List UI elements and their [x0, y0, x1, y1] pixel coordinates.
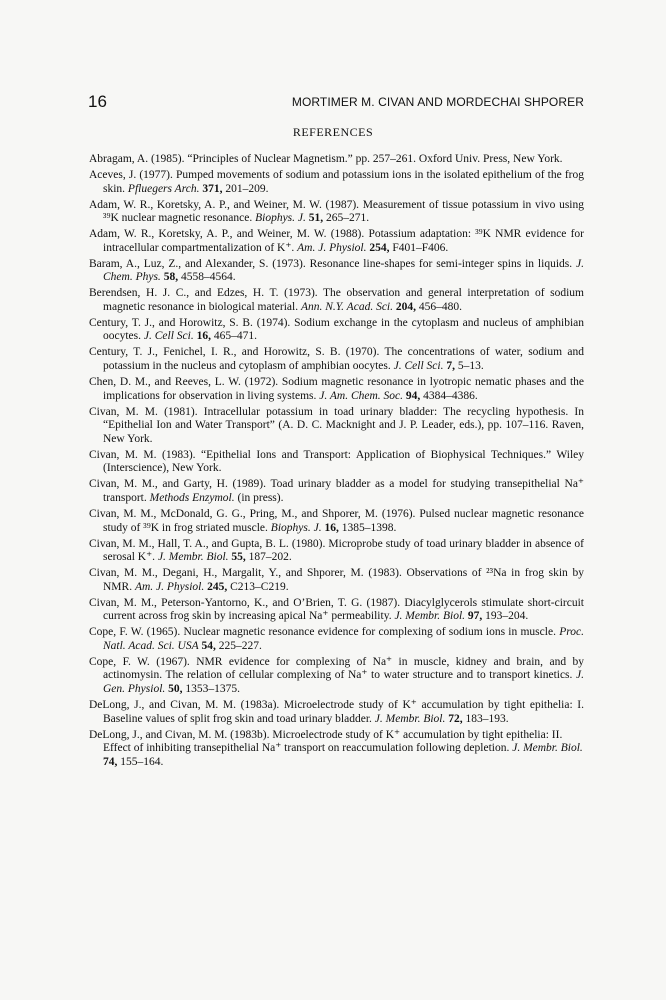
reference-pages: (in press). — [237, 491, 284, 504]
reference-entry — [89, 478, 584, 505]
reference-volume: 72, — [448, 712, 463, 725]
reference-text: Civan, M. M., Peterson-Yantorno, K., and O’Brien, T. G. (1987). Diacylglycerols stimulate short-circuit current across frog skin by increasing apical Na⁺ permeability. — [89, 596, 584, 623]
reference-entry — [89, 597, 584, 624]
reference-journal: J. Am. Chem. Soc. — [319, 389, 404, 402]
reference-text: Civan, M. M., McDonald, G. G., Pring, M., and Shporer, M. (1976). Pulsed nuclear magnetic resonance study of ³⁹K in frog striated muscle. — [89, 507, 584, 534]
reference-text: Civan, M. M. (1983). “Epithelial Ions and Transport: Application of Biophysical Techniques.” Wiley (Interscience), New York. — [89, 448, 584, 475]
reference-text: Cope, F. W. (1967). NMR evidence for complexing of Na⁺ in muscle, kidney and brain, and by actinomysin. The relation of cellular complexing of Na⁺ to water structure and to transport kinetics. — [89, 655, 584, 682]
page-number: 16 — [88, 92, 107, 111]
reference-volume: 58, — [163, 271, 179, 284]
reference-volume: 50, — [168, 683, 183, 696]
reference-volume: 254, — [369, 241, 390, 254]
section-title: REFERENCES — [292, 125, 374, 139]
reference-volume: 204, — [395, 300, 416, 313]
running-head: MORTIMER M. CIVAN AND MORDECHAI SHPORER — [291, 95, 584, 109]
reference-journal: Proc. Natl. Acad. Sci. USA — [103, 626, 585, 652]
reference-pages: 1353–1375. — [185, 683, 241, 696]
reference-entry — [89, 346, 584, 373]
reference-pages: 265–271. — [326, 212, 370, 225]
reference-entry — [89, 508, 584, 535]
reference-text: Berendsen, H. J. C., and Edzes, H. T. (1973). The observation and general interpretation of sodium magnetic resonance in biological material. — [89, 287, 584, 313]
reference-volume: 54, — [201, 639, 216, 652]
reference-text: Civan, M. M., Hall, T. A., and Gupta, B. L. (1980). Microprobe study of toad urinary bladder in absence of serosal K⁺. — [89, 537, 584, 564]
reference-volume: 16, — [324, 521, 339, 534]
reference-text: Adam, W. R., Koretsky, A. P., and Weiner, M. W. (1987). Measurement of tissue potassium in vivo using ³⁹K nuclear magnetic resonance. — [89, 198, 584, 225]
reference-volume: 97, — [467, 610, 483, 623]
reference-text: Adam, W. R., Koretsky, A. P., and Weiner, M. W. (1988). Potassium adaptation: ³⁹K NMR evidence for intracellular compartmentalization of K⁺. — [89, 228, 584, 254]
reference-journal: Pfluegers Arch. — [127, 182, 200, 195]
reference-entry — [89, 287, 584, 314]
reference-pages: 187–202. — [248, 551, 292, 564]
reference-text: Civan, M. M., Degani, H., Margalit, Y., and Shporer, M. (1983). Observations of ²³Na in frog skin by NMR. — [89, 567, 584, 593]
reference-text: Aceves, J. (1977). Pumped movements of sodium and potassium ions in the isolated epithelium of the frog skin. — [89, 168, 584, 195]
reference-journal: Biophys. J. — [255, 212, 306, 225]
reference-pages: C213–C219. — [230, 580, 289, 593]
reference-journal: J. Membr. Biol. — [394, 610, 466, 623]
reference-pages: 201–209. — [225, 182, 269, 195]
reference-pages: 465–471. — [213, 330, 257, 343]
reference-text: Cope, F. W. (1965). Nuclear magnetic resonance evidence for complexing of sodium ions in muscle. — [89, 626, 556, 639]
reference-journal: J. Cell Sci. — [143, 330, 194, 343]
reference-text: Chen, D. M., and Reeves, L. W. (1972). Sodium magnetic resonance in lyotropic nematic phases and the implications for observation in living systems. — [89, 376, 584, 402]
reference-pages: F401–F406. — [392, 241, 449, 254]
reference-text: DeLong, J., and Civan, M. M. (1983b). Microelectrode study of K⁺ accumulation by tight epithelia: II. Effect of inhibiting transepithelial Na⁺ transport on reaccumulation following depletion. — [89, 728, 563, 755]
reference-volume: 55, — [231, 551, 246, 564]
reference-entry — [89, 699, 584, 726]
reference-volume: 94, — [405, 389, 421, 402]
reference-text: Baram, A., Luz, Z., and Alexander, S. (1973). Resonance line-shapes for semi-integer spins in liquids. — [89, 257, 573, 270]
reference-entry — [89, 406, 584, 447]
reference-pages: 4558–4564. — [180, 271, 236, 284]
reference-pages: 5–13. — [457, 360, 484, 373]
reference-journal: Am. J. Physiol. — [297, 241, 367, 254]
reference-volume: 16, — [196, 330, 211, 343]
reference-volume: 51, — [308, 212, 324, 225]
reference-journal: J. Chem. Phys. — [103, 257, 584, 284]
reference-entry — [89, 169, 584, 196]
reference-pages: 1385–1398. — [341, 521, 397, 534]
reference-volume: 7, — [446, 360, 455, 373]
reference-journal: Am. J. Physiol. — [134, 580, 205, 593]
reference-volume: 245, — [207, 580, 228, 593]
reference-journal: Methods Enzymol. — [149, 491, 235, 504]
reference-entry — [89, 199, 584, 226]
reference-text: DeLong, J., and Civan, M. M. (1983a). Microelectrode study of K⁺ accumulation by tight epithelia: I. Baseline values of split frog skin and toad urinary bladder. — [89, 699, 584, 725]
reference-entry — [89, 656, 584, 697]
reference-entry — [89, 228, 584, 255]
reference-pages: 155–164. — [120, 755, 164, 768]
reference-entry — [89, 317, 584, 344]
reference-journal: J. Membr. Biol. — [512, 742, 583, 755]
reference-text: Civan, M. M. (1981). Intracellular potassium in toad urinary bladder: The recycling hypothesis. In “Epithelial Ion and Water Transport” (A. D. C. Macknight and J. P. Leader, eds.), pp. 107–116. Raven, New York. — [89, 405, 584, 445]
reference-entry — [89, 153, 584, 167]
reference-text: Civan, M. M., and Garty, H. (1989). Toad urinary bladder as a model for studying transepithelial Na⁺ transport. — [89, 478, 584, 504]
reference-pages: 193–204. — [485, 610, 529, 623]
reference-entry — [89, 538, 584, 565]
reference-pages: 183–193. — [465, 712, 509, 725]
reference-text: Century, T. J., and Horowitz, S. B. (1974). Sodium exchange in the cytoplasm and nucleus of amphibian oocytes. — [89, 316, 584, 343]
reference-pages: 456–480. — [418, 300, 462, 313]
reference-entry — [89, 729, 584, 770]
reference-entry — [89, 449, 584, 476]
reference-journal: J. Membr. Biol. — [374, 712, 446, 725]
reference-pages: 225–227. — [218, 639, 262, 652]
reference-journal: J. Membr. Biol. — [157, 551, 229, 564]
reference-pages: 4384–4386. — [423, 389, 478, 402]
reference-volume: 74, — [103, 755, 118, 768]
reference-volume: 371, — [202, 182, 223, 195]
reference-journal: Ann. N.Y. Acad. Sci. — [300, 300, 393, 313]
reference-journal: J. Gen. Physiol. — [103, 669, 585, 696]
reference-entry — [89, 258, 584, 285]
reference-entry — [89, 567, 584, 594]
reference-list — [89, 153, 584, 772]
reference-journal: J. Cell Sci. — [393, 360, 444, 373]
reference-entry — [89, 626, 584, 653]
reference-text: Abragam, A. (1985). “Principles of Nuclear Magnetism.” pp. 257–261. Oxford Univ. Press, New York. — [89, 153, 563, 165]
reference-entry — [89, 376, 584, 403]
reference-journal: Biophys. J. — [270, 521, 322, 534]
reference-text: Century, T. J., Fenichel, I. R., and Horowitz, S. B. (1970). The concentrations of water, sodium and potassium in the nucleus and cytoplasm of amphibian oocytes. — [89, 346, 584, 373]
